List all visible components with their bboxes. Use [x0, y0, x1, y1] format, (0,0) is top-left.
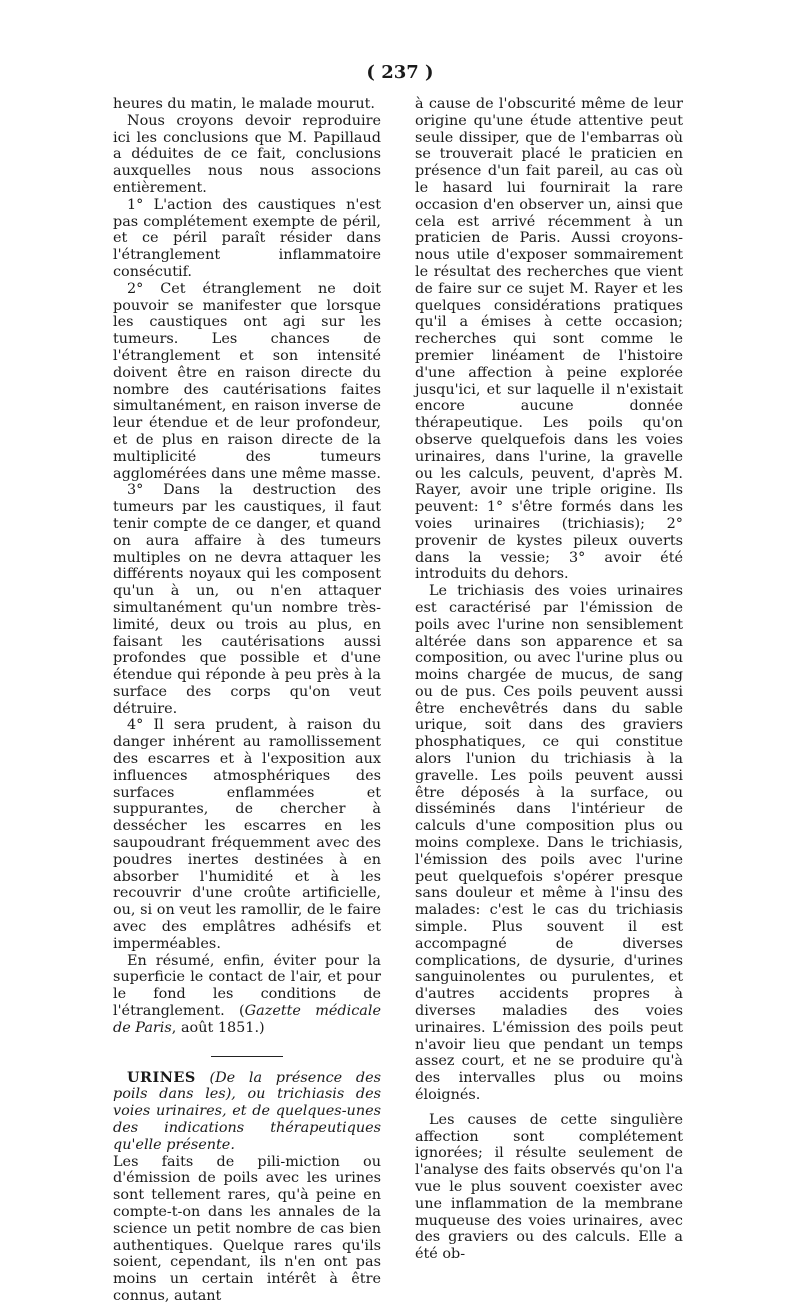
paragraph: 1° L'action des caustiques n'est pas complétement exempte de péril, et ce péril paraît résider dans l'étranglement inflammatoire consécutif.	[113, 196, 381, 280]
right-column	[415, 96, 683, 1263]
paragraph: à cause de l'obscurité même de leur origine qu'une étude attentive peut seule dissiper, que de l'embarras où se trouverait placé le praticien en présence d'un fait pareil, au cas où le hasard lui fournirait la rare occasion d'en observer un, ainsi que cela est arrivé récemment à un praticien de Paris. Aussi croyons-nous utile d'exposer sommairement le résultat des recherches que vient de faire sur ce sujet M. Rayer et les quelques considérations pratiques qu'il a émises à cette occasion; recherches qui sont comme le premier linéament de l'histoire d'une affection à peine explorée jusqu'ici, et sur laquelle il n'existait encore aucune donnée thérapeutique. Les poils qu'on observe quelquefois dans les voies urinaires, dans l'urine, la gravelle ou les calculs, peuvent, d'après M. Rayer, avoir une triple origine. Ils peuvent: 1° s'être formés dans les voies urinaires (trichiasis); 2° provenir de kystes pileux ouverts dans la vessie; 3° avoir été introduits du dehors.	[415, 96, 683, 583]
paragraph: Le trichiasis des voies urinaires est caractérisé par l'émission de poils avec l'urine non sensiblement altérée dans son apparence et sa composition, ou avec l'urine plus ou moins chargée de mucus, de sang ou de pus. Ces poils peuvent aussi être enchevêtrés dans du sable urique, soit dans des graviers phosphatiques, ce qui constitue alors l'union du trichiasis à la gravelle. Les poils peuvent aussi être déposés à la surface, ou disséminés dans l'intérieur de calculs d'une composition plus ou moins complexe. Dans le trichiasis, l'émission des poils avec l'urine peut quelquefois s'opérer presque sans douleur et même à l'insu des malades: c'est le cas du trichiasis simple. Plus souvent il est accompagné de diverses complications, de dysurie, d'urines sanguinolentes ou purulentes, et d'autres accidents propres à diverses maladies des voies urinaires. L'émission des poils peut n'avoir lieu que pendant un temps assez court, et ne se produire qu'à des intervalles plus ou moins éloignés.	[415, 583, 683, 1104]
paragraph: 3° Dans la destruction des tumeurs par les caustiques, il faut tenir compte de ce danger, et quand on aura affaire à des tumeurs multiples on ne devra attaquer les différents noyaux qui les composent qu'un à un, ou n'en attaquer simultanément qu'un nombre très-limité, deux ou trois au plus, en faisant les cautérisations aussi profondes que possible et d'une étendue qui réponde à peu près à la surface des corps qu'on veut détruire.	[113, 482, 381, 717]
page-number: ( 237 )	[366, 62, 434, 83]
article-title: URINES	[127, 1068, 196, 1086]
paragraph: Les faits de pili-miction ou d'émission de poils avec les urines sont tellement rares, qu'à peine en compte-t-on dans les annales de la science un petit nombre de cas bien authentiques. Quelque rares qu'ils soient, cependant, ils n'en ont pas moins un certain intérêt à être connus, autant	[113, 1153, 381, 1304]
article-heading	[113, 1070, 381, 1154]
summary-text: En résumé, enfin, éviter pour la superficie le contact de l'air, et pour le fond les conditions de l'étranglement. (	[113, 952, 381, 1020]
paragraph: Nous croyons devoir reproduire ici les conclusions que M. Papillaud a déduites de ce fait, conclusions auxquelles nous nous associons entièrement.	[113, 112, 381, 196]
paragraph: 4° Il sera prudent, à raison du danger inhérent au ramollissement des escarres et à l'exposition aux influences atmosphériques des surfaces enflammées et suppurantes, de chercher à dessécher les escarres en les saupoudrant fréquemment avec des poudres inertes destinées à en absorber l'humidité et à les recouvrir d'une croûte artificielle, ou, si on veut les ramollir, de le faire avec des emplâtres adhésifs et imperméables.	[113, 717, 381, 952]
paragraph: Les causes de cette singulière affection sont complétement ignorées; il résulte seulement de l'analyse des faits observés qu'on l'a vue le plus souvent coexister avec une inflammation de la membrane muqueuse des voies urinaires, avec des graviers ou des calculs. Elle a été ob-	[415, 1111, 683, 1263]
paragraph: heures du matin, le malade mourut.	[113, 96, 375, 112]
left-column	[113, 96, 381, 1305]
source-citation: Gazette médicale de Paris	[113, 1003, 381, 1036]
section-divider	[211, 1056, 283, 1057]
article-subtitle: (De la présence des poils dans les), ou trichiasis des voies urinaires, et de quelques-unes des indications thérapeutiques qu'elle présente.	[113, 1069, 381, 1153]
paragraph	[113, 953, 381, 1037]
paragraph: 2° Cet étranglement ne doit pouvoir se manifester que lorsque les caustiques ont agi sur les tumeurs. Les chances de l'étranglement et son intensité doivent être en raison directe du nombre des cautérisations faites simultanément, en raison inverse de leur étendue et de leur profondeur, et de plus en raison directe de la multiplicité des tumeurs agglomérées dans une même masse.	[113, 280, 381, 482]
citation-date: , août 1851.)	[171, 1019, 265, 1036]
